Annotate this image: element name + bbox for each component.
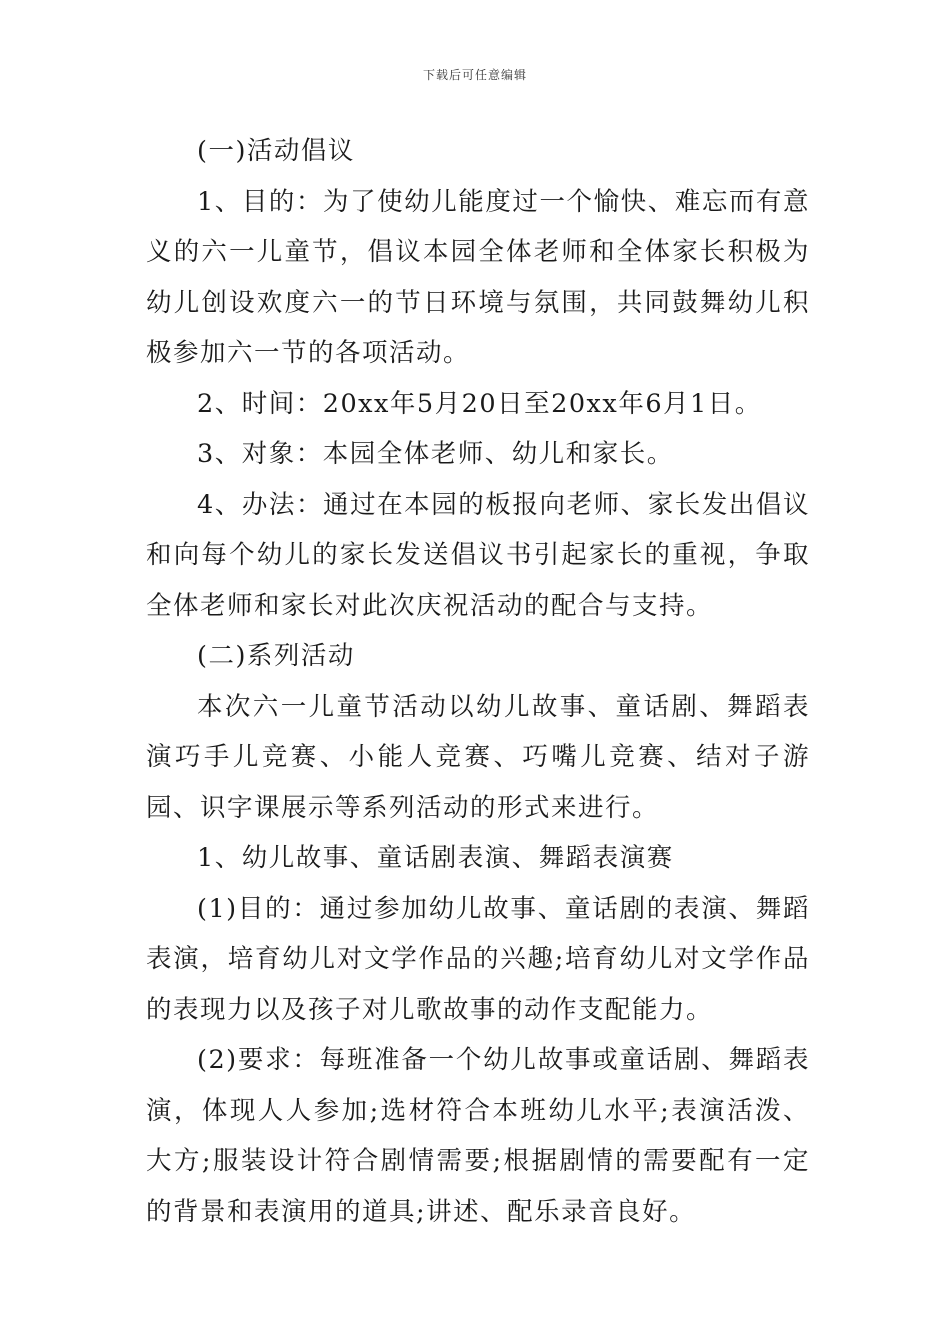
document-body [146,126,810,1237]
subheading-story-performance: 1、幼儿故事、童话剧表演、舞蹈表演赛 [197,843,674,873]
paragraph-performance-purpose: (1)目的：通过参加幼儿故事、童话剧的表演、舞蹈表演，培育幼儿对文学作品的兴趣;培育幼儿对文学作品的表现力以及孩子对儿歌故事的动作支配能力。 [146,893,810,1025]
section-heading-series-activities: (二)系列活动 [197,641,355,671]
paragraph-target: 3、对象：本园全体老师、幼儿和家长。 [197,439,674,469]
paragraph-time: 2、时间：20xx年5月20日至20xx年6月1日。 [197,388,762,419]
header-note: 下载后可任意编辑 [422,68,527,82]
paragraph-performance-requirements: (2)要求：每班准备一个幼儿故事或童话剧、舞蹈表演，体现人人参加;选材符合本班幼儿水平;表演活泼、大方;服装设计符合剧情需要;根据剧情的需要配有一定的背景和表演用的道具;讲述、配乐录音良好。 [146,1045,810,1227]
paragraph-method: 4、办法：通过在本园的板报向老师、家长发出倡议和向每个幼儿的家长发送倡议书引起家长的重视，争取全体老师和家长对此次庆祝活动的配合与支持。 [146,489,810,621]
paragraph-purpose: 1、目的：为了使幼儿能度过一个愉快、难忘而有意义的六一儿童节，倡议本园全体老师和全体家长积极为幼儿创设欢度六一的节日环境与氛围，共同鼓舞幼儿积极参加六一节的各项活动。 [146,186,810,368]
paragraph-series-intro: 本次六一儿童节活动以幼儿故事、童话剧、舞蹈表演巧手儿竞赛、小能人竞赛、巧嘴儿竞赛、结对子游园、识字课展示等系列活动的形式来进行。 [146,691,810,823]
section-heading-activity-proposal: (一)活动倡议 [197,136,355,166]
